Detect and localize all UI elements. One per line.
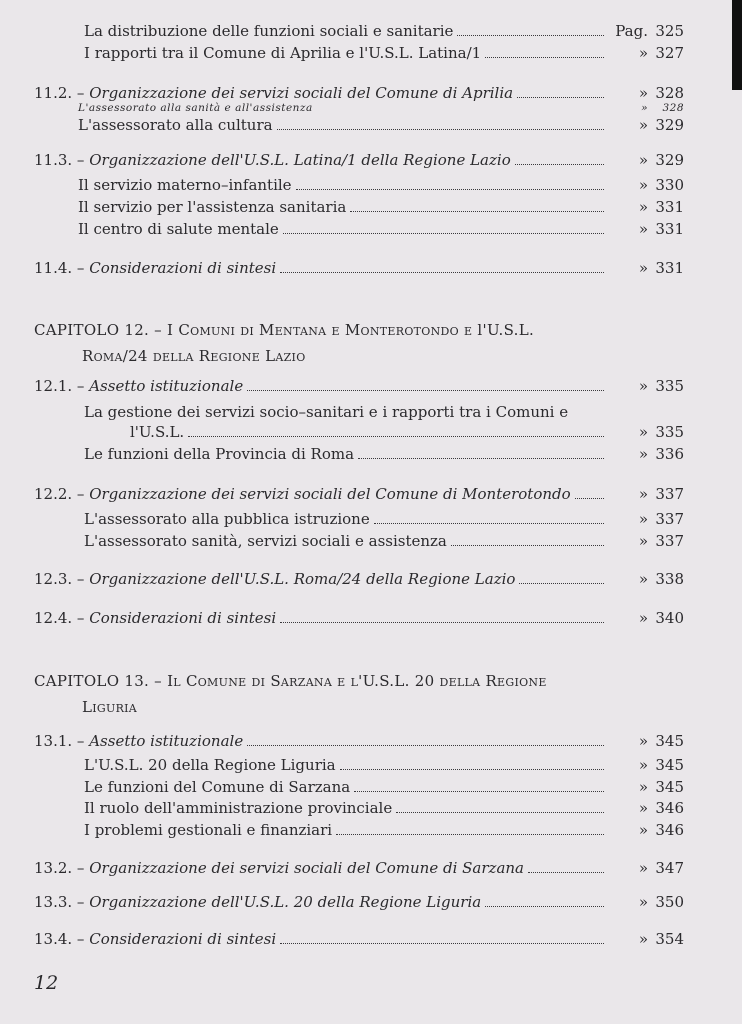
page-number: 12	[34, 972, 59, 994]
toc-entry: Il servizio materno–infantile » 330	[78, 176, 684, 194]
toc-entry: I rapporti tra il Comune di Aprilia e l'U.S.L. Latina/1 » 327	[84, 44, 684, 62]
chapter-heading-12: CAPITOLO 12. – I Comuni di Mentana e Monterotondo e l'U.S.L. Roma/24 della Regione Lazio	[34, 321, 535, 365]
toc-entry: l'U.S.L. » 335	[130, 423, 684, 441]
toc-entry: I problemi gestionali e finanziari » 346	[84, 821, 684, 839]
toc-section-entry: 11.4. – Considerazioni di sintesi » 331	[34, 259, 684, 277]
toc-section-entry: 13.1. – Assetto istituzionale » 345	[34, 732, 684, 750]
toc-entry: L'assessorato sanità, servizi sociali e assistenza » 337	[84, 532, 684, 550]
toc-section-entry: 12.3. – Organizzazione dell'U.S.L. Roma/24 della Regione Lazio » 338	[34, 570, 684, 588]
toc-entry: La distribuzione delle funzioni sociali e sanitarie Pag. 325	[84, 22, 684, 40]
toc-entry: L'U.S.L. 20 della Regione Liguria » 345	[84, 756, 684, 774]
toc-entry: L'assessorato alla sanità e all'assistenza » 328	[78, 102, 684, 114]
toc-section-entry: 13.3. – Organizzazione dell'U.S.L. 20 della Regione Liguria » 350	[34, 893, 684, 911]
toc-entry: Il centro di salute mentale » 331	[78, 220, 684, 238]
page-edge-shadow	[732, 0, 742, 90]
toc-entry: L'assessorato alla cultura » 329	[78, 116, 684, 134]
toc-section-entry: 12.2. – Organizzazione dei servizi sociali del Comune di Monterotondo » 337	[34, 485, 684, 503]
toc-entry: Le funzioni del Comune di Sarzana » 345	[84, 778, 684, 796]
toc-entry: Il servizio per l'assistenza sanitaria » 331	[78, 198, 684, 216]
toc-section-entry: 12.1. – Assetto istituzionale » 335	[34, 377, 684, 395]
toc-section-entry: 13.2. – Organizzazione dei servizi sociali del Comune di Sarzana » 347	[34, 859, 684, 877]
toc-entry: Il ruolo dell'amministrazione provinciale » 346	[84, 799, 684, 817]
toc-entry: L'assessorato alla pubblica istruzione » 337	[84, 510, 684, 528]
toc-section-entry: 11.3. – Organizzazione dell'U.S.L. Latina/1 della Regione Lazio » 329	[34, 151, 684, 169]
toc-section-entry: 12.4. – Considerazioni di sintesi » 340	[34, 609, 684, 627]
toc-entry: Le funzioni della Provincia di Roma » 336	[84, 445, 684, 463]
chapter-heading-13: CAPITOLO 13. – Il Comune di Sarzana e l'U.S.L. 20 della Regione Liguria	[34, 672, 547, 716]
toc-section-entry: 11.2. – Organizzazione dei servizi sociali del Comune di Aprilia » 328	[34, 84, 684, 102]
toc-section-entry: 13.4. – Considerazioni di sintesi » 354	[34, 930, 684, 948]
toc-entry-wrap-line: La gestione dei servizi socio–sanitari e i rapporti tra i Comuni e	[84, 403, 569, 421]
